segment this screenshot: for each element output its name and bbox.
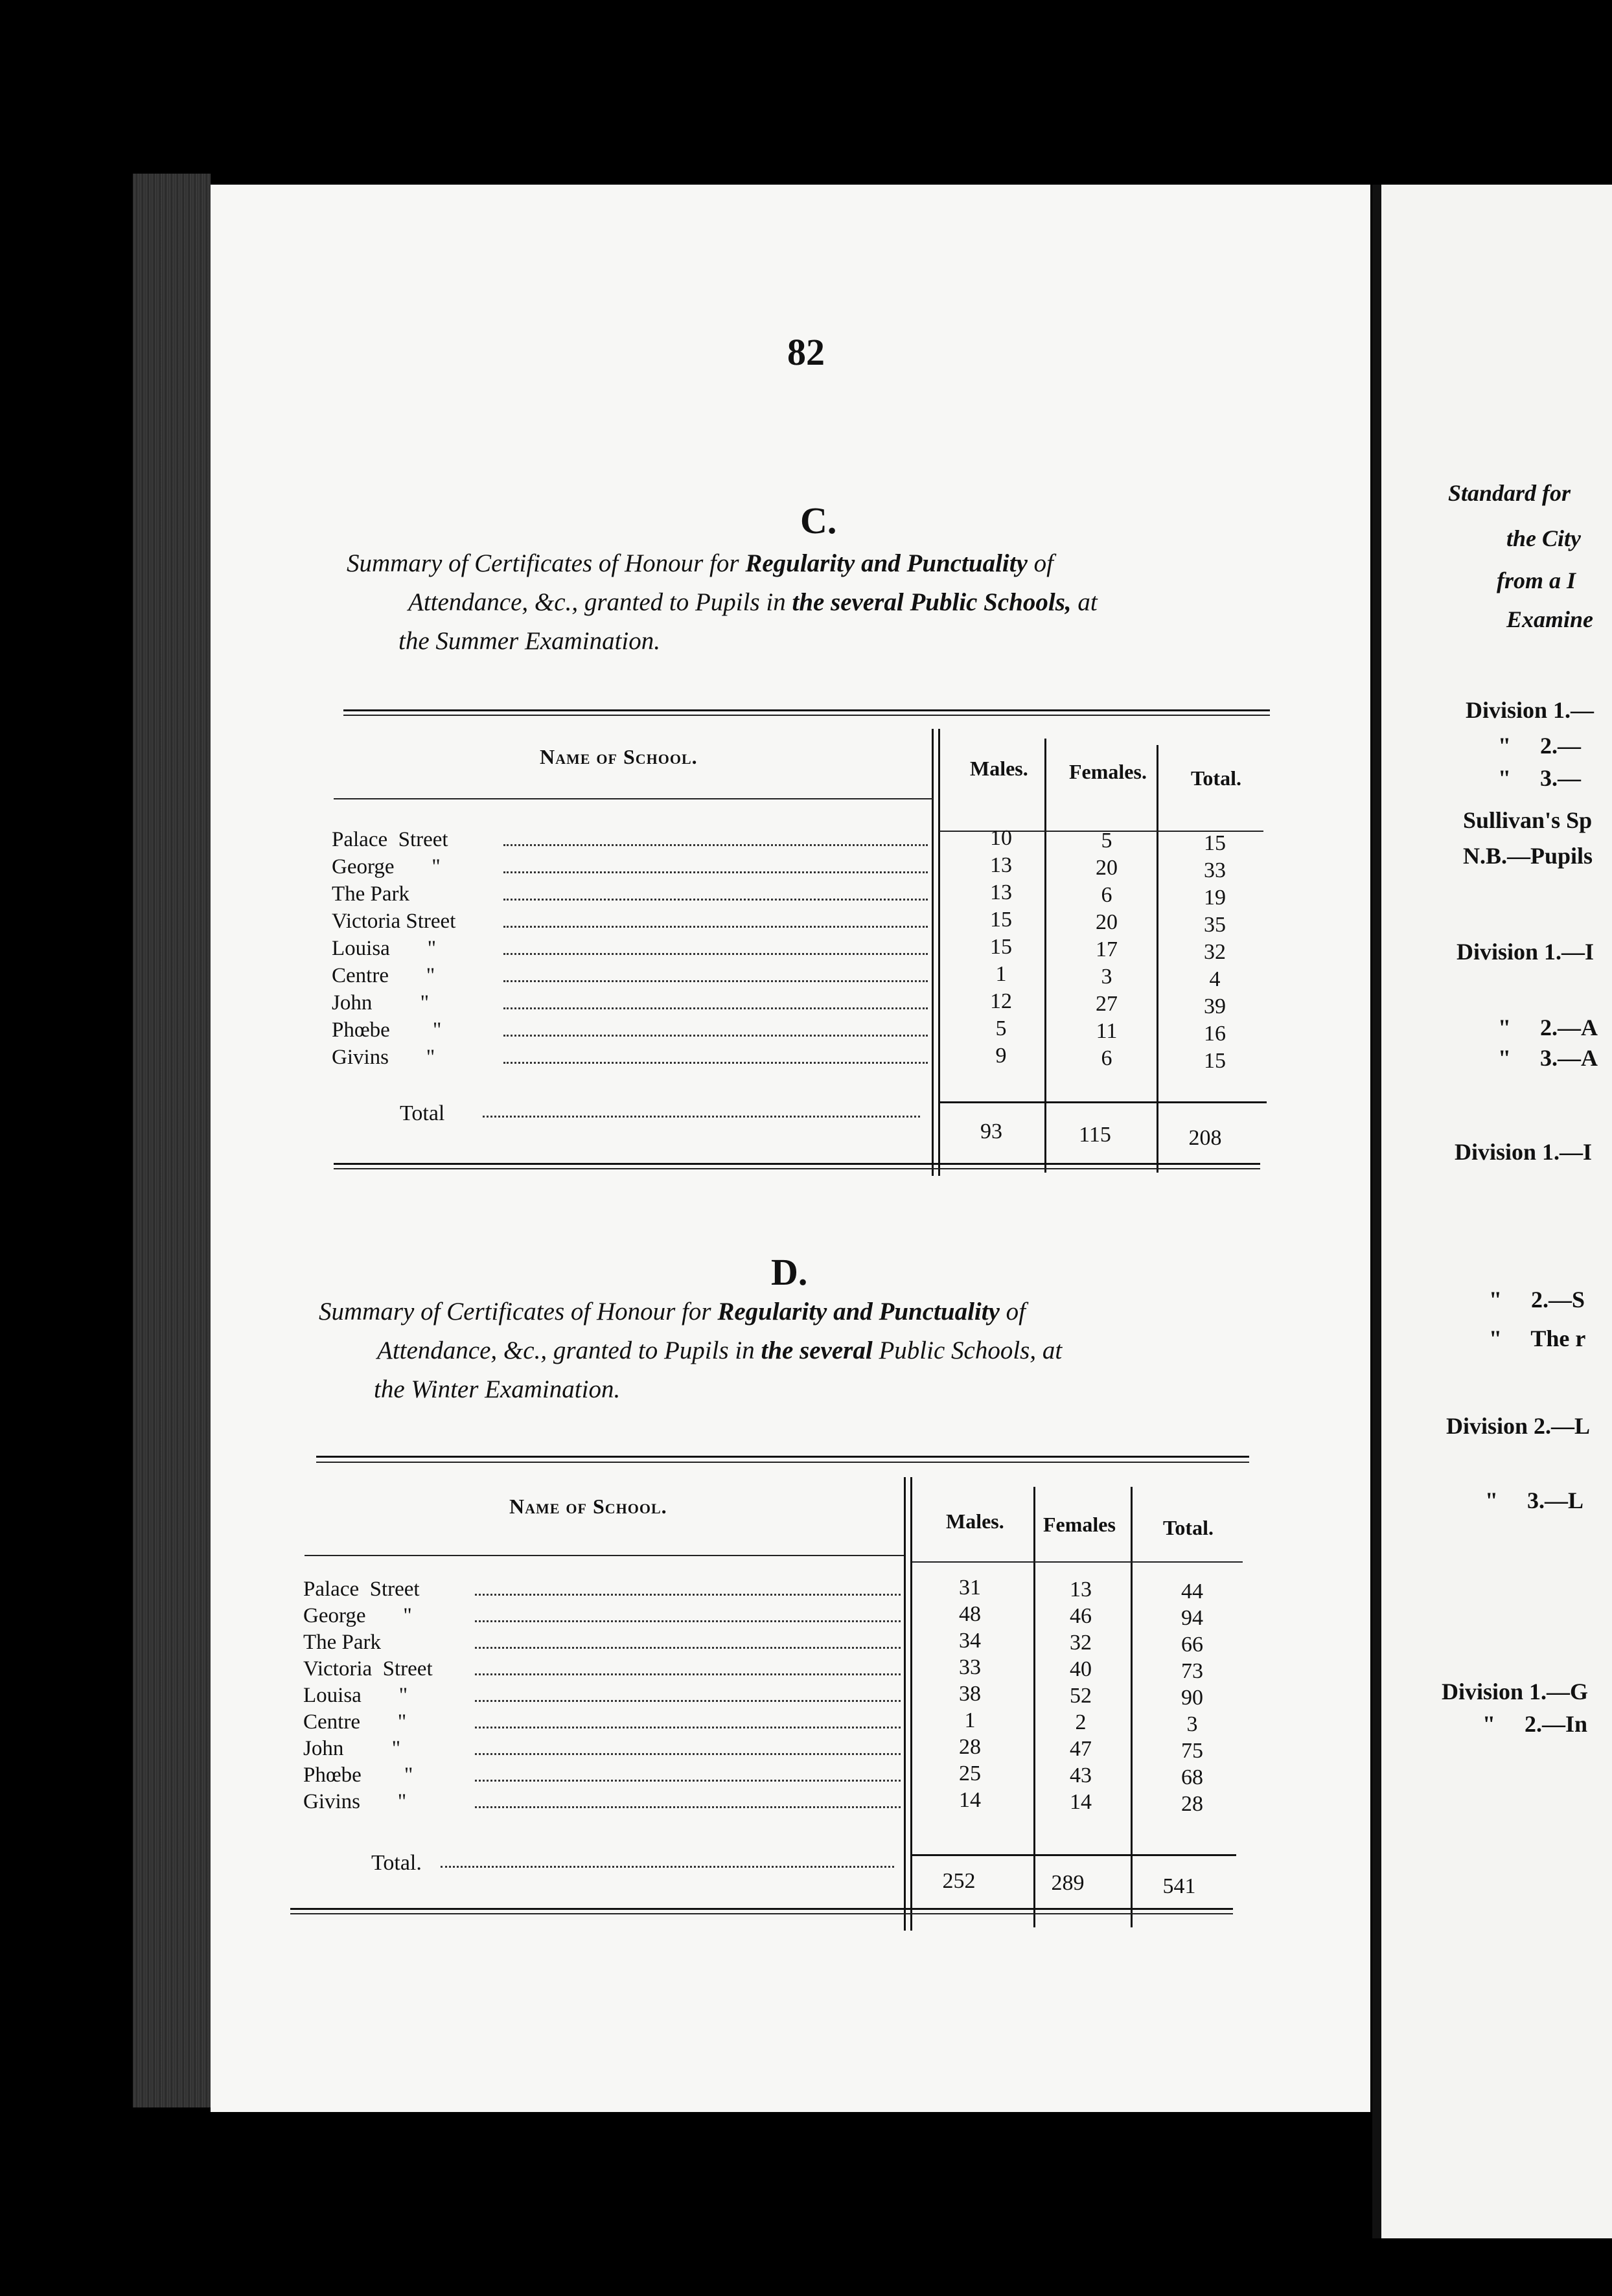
cell-total: 15 xyxy=(1204,1049,1226,1073)
table-d-total-total: 541 xyxy=(1162,1874,1196,1898)
table-d-header-males: Males. xyxy=(946,1510,1004,1533)
cell-total: 33 xyxy=(1204,858,1226,882)
book-spine xyxy=(133,174,211,2107)
right-page-line: Division 2.—L xyxy=(1446,1413,1591,1439)
right-heading-2: the City xyxy=(1506,525,1581,551)
leader-dots xyxy=(475,1576,901,1596)
section-d-letter: D. xyxy=(771,1251,808,1293)
section-d-summary-line2b: the several xyxy=(761,1337,873,1364)
table-d-header-females: Females xyxy=(1043,1513,1116,1536)
section-c-letter: C. xyxy=(800,499,837,542)
school-name: John " xyxy=(303,1737,401,1760)
section-c-summary-line2c: at xyxy=(1077,588,1098,616)
school-name: The Park xyxy=(303,1631,382,1654)
cell-females: 20 xyxy=(1096,910,1118,934)
cell-total: 66 xyxy=(1181,1633,1203,1657)
cell-total: 28 xyxy=(1181,1792,1203,1816)
table-d-top-rule-2 xyxy=(316,1462,1249,1463)
table-c-header-rule xyxy=(334,798,933,799)
cell-females: 40 xyxy=(1070,1657,1092,1681)
table-c-vline-3 xyxy=(1157,745,1158,1173)
table-d-total-dots xyxy=(441,1866,894,1868)
school-name: Givins " xyxy=(303,1790,407,1813)
school-name: The Park xyxy=(332,882,410,906)
school-name: Palace Street xyxy=(332,828,448,851)
cell-total: 73 xyxy=(1181,1659,1203,1683)
cell-females: 13 xyxy=(1070,1578,1092,1601)
table-d-header-rule-2 xyxy=(912,1561,1243,1563)
school-name: Phœbe " xyxy=(332,1018,442,1042)
table-d-total-females: 289 xyxy=(1051,1871,1085,1895)
cell-males: 14 xyxy=(959,1788,981,1812)
table-c-total-rule xyxy=(939,1101,1267,1103)
school-name: Louisa " xyxy=(332,937,437,960)
page-number: 82 xyxy=(787,331,825,373)
table-c-header-females: Females. xyxy=(1069,760,1147,783)
cell-total: 3 xyxy=(1186,1712,1198,1736)
cell-total: 94 xyxy=(1181,1606,1203,1630)
table-c-vline-1b xyxy=(938,729,940,1176)
table-row xyxy=(303,1788,901,1815)
school-name: Centre " xyxy=(303,1710,407,1734)
cell-total: 15 xyxy=(1204,831,1226,855)
right-page-line: Division 1.—I xyxy=(1455,1139,1593,1165)
right-page-line: " 3.— xyxy=(1498,765,1581,791)
table-c-header-males: Males. xyxy=(970,757,1028,780)
section-c-summary-line2a: Attendance, &c., granted to Pupils in xyxy=(408,588,786,616)
school-name: George " xyxy=(303,1604,412,1627)
cell-total: 39 xyxy=(1204,994,1226,1018)
cell-males: 1 xyxy=(995,962,1007,986)
table-d-bottom-rule-2 xyxy=(290,1913,1233,1914)
cell-total: 90 xyxy=(1181,1686,1203,1710)
table-d-bottom-rule xyxy=(290,1908,1233,1910)
leader-dots xyxy=(503,1044,928,1064)
section-c-summary-part2: of xyxy=(1033,549,1054,577)
cell-males: 33 xyxy=(959,1655,981,1679)
leader-dots xyxy=(475,1708,901,1728)
table-row xyxy=(303,1735,901,1762)
cell-males: 13 xyxy=(990,880,1012,904)
table-d-total-males: 252 xyxy=(942,1869,976,1893)
cell-males: 31 xyxy=(959,1576,981,1600)
cell-total: 32 xyxy=(1204,940,1226,964)
cell-males: 38 xyxy=(959,1682,981,1706)
leader-dots xyxy=(503,908,928,928)
cell-males: 1 xyxy=(964,1708,976,1732)
leader-dots xyxy=(503,989,928,1009)
leader-dots xyxy=(475,1788,901,1808)
cell-males: 10 xyxy=(990,826,1012,850)
table-row xyxy=(303,1602,901,1629)
cell-females: 3 xyxy=(1101,965,1112,989)
table-d-header-name: Name of School. xyxy=(509,1495,667,1518)
section-c-summary-bold: Regularity and Punctuality xyxy=(745,549,1028,577)
leader-dots xyxy=(475,1655,901,1675)
leader-dots xyxy=(475,1602,901,1622)
cell-males: 12 xyxy=(990,989,1012,1013)
cell-males: 25 xyxy=(959,1762,981,1785)
section-c-summary xyxy=(347,544,1293,661)
cell-females: 6 xyxy=(1101,883,1112,907)
table-c-vline-1 xyxy=(932,729,934,1176)
leader-dots xyxy=(475,1762,901,1782)
section-d-summary-part1: Summary of Certificates of Honour for xyxy=(319,1298,711,1326)
cell-males: 48 xyxy=(959,1602,981,1626)
cell-total: 16 xyxy=(1204,1022,1226,1046)
right-heading-4: Examine xyxy=(1506,606,1594,632)
school-name: Victoria Street xyxy=(332,910,456,933)
school-name: John " xyxy=(332,991,430,1015)
cell-total: 35 xyxy=(1204,913,1226,937)
section-d-summary-line2a: Attendance, &c., granted to Pupils in xyxy=(377,1337,755,1364)
cell-females: 46 xyxy=(1070,1604,1092,1628)
table-c-top-rule xyxy=(343,709,1270,711)
table-row xyxy=(332,1044,928,1071)
table-c-bottom-rule-2 xyxy=(334,1168,1260,1169)
table-c-vline-2 xyxy=(1044,739,1046,1173)
right-page-line: Division 1.— xyxy=(1466,697,1595,723)
cell-males: 15 xyxy=(990,908,1012,932)
cell-males: 5 xyxy=(995,1016,1007,1040)
cell-females: 6 xyxy=(1101,1046,1112,1070)
school-name: Centre " xyxy=(332,964,435,987)
table-d-total-label: Total. xyxy=(371,1851,422,1875)
table-d-vline-3 xyxy=(1131,1487,1133,1927)
table-row xyxy=(303,1629,901,1656)
table-c-header-total: Total. xyxy=(1191,766,1241,790)
table-row xyxy=(332,1016,928,1044)
table-d-top-rule xyxy=(316,1456,1249,1458)
table-d-vline-1 xyxy=(904,1477,906,1931)
right-page-line: Division 1.—I xyxy=(1457,939,1595,965)
cell-total: 4 xyxy=(1209,967,1221,991)
table-row xyxy=(303,1576,901,1603)
cell-males: 9 xyxy=(995,1044,1007,1068)
cell-females: 20 xyxy=(1096,856,1118,880)
section-d-summary-line2d: at xyxy=(1042,1337,1063,1364)
section-c-summary-line2b: the several Public Schools, xyxy=(792,588,1072,616)
cell-males: 28 xyxy=(959,1735,981,1759)
cell-females: 47 xyxy=(1070,1737,1092,1761)
table-c-top-rule-2 xyxy=(343,715,1270,716)
table-d-vline-1b xyxy=(910,1477,912,1931)
cell-males: 13 xyxy=(990,853,1012,877)
cell-total: 75 xyxy=(1181,1739,1203,1763)
leader-dots xyxy=(475,1735,901,1755)
table-row xyxy=(303,1682,901,1709)
school-name: Victoria Street xyxy=(303,1657,433,1681)
right-page-line: Division 1.—G xyxy=(1442,1679,1589,1705)
leader-dots xyxy=(475,1682,901,1702)
cell-total: 68 xyxy=(1181,1765,1203,1789)
table-row xyxy=(332,935,928,962)
right-page-line: " 2.— xyxy=(1498,733,1581,759)
table-d-header-rule xyxy=(305,1555,904,1556)
school-name: Phœbe " xyxy=(303,1763,413,1787)
cell-total: 44 xyxy=(1181,1579,1203,1603)
leader-dots xyxy=(503,962,928,982)
table-d-total-rule xyxy=(912,1854,1236,1856)
right-page-line: " 3.—L xyxy=(1485,1487,1583,1513)
right-heading-3: from a I xyxy=(1497,568,1576,593)
section-d-summary-part2: of xyxy=(1006,1298,1026,1326)
table-row xyxy=(303,1762,901,1789)
cell-males: 15 xyxy=(990,935,1012,959)
table-row xyxy=(303,1655,901,1682)
table-c-total-label: Total xyxy=(400,1101,445,1125)
leader-dots xyxy=(503,935,928,955)
right-page-line: Sullivan's Sp xyxy=(1463,807,1593,833)
cell-females: 17 xyxy=(1096,937,1118,961)
school-name: Palace Street xyxy=(303,1578,420,1601)
table-row xyxy=(332,989,928,1016)
cell-total: 19 xyxy=(1204,886,1226,910)
table-c-total-total: 208 xyxy=(1188,1126,1222,1150)
cell-females: 27 xyxy=(1096,992,1118,1016)
leader-dots xyxy=(475,1629,901,1649)
table-row xyxy=(332,962,928,989)
table-d-header-total: Total. xyxy=(1163,1516,1214,1539)
cell-males: 34 xyxy=(959,1629,981,1653)
table-c-bottom-rule xyxy=(334,1163,1260,1165)
cell-females: 14 xyxy=(1070,1790,1092,1814)
table-row xyxy=(332,880,928,908)
cell-females: 11 xyxy=(1096,1019,1118,1043)
cell-females: 5 xyxy=(1101,829,1112,853)
right-page-line: " The r xyxy=(1489,1326,1586,1351)
leader-dots xyxy=(503,880,928,901)
table-c-total-males: 93 xyxy=(980,1119,1002,1143)
leader-dots xyxy=(503,826,928,846)
leader-dots xyxy=(503,1016,928,1037)
cell-females: 32 xyxy=(1070,1631,1092,1655)
table-row xyxy=(332,853,928,880)
school-name: Louisa " xyxy=(303,1684,408,1707)
school-name: George " xyxy=(332,855,441,878)
table-d-vline-2 xyxy=(1033,1487,1035,1927)
section-d-summary xyxy=(319,1292,1265,1409)
section-d-summary-line2c: Public Schools, xyxy=(879,1337,1037,1364)
right-heading-1: Standard for xyxy=(1448,480,1571,506)
table-c-header-name: Name of School. xyxy=(540,745,698,768)
cell-females: 52 xyxy=(1070,1684,1092,1708)
section-d-summary-line3: the Winter Examination. xyxy=(374,1375,621,1403)
table-row xyxy=(332,908,928,935)
right-page-line: " 2.—In xyxy=(1482,1711,1588,1737)
table-row xyxy=(332,826,928,853)
table-c-total-females: 115 xyxy=(1079,1123,1111,1147)
section-c-summary-part1: Summary of Certificates of Honour for xyxy=(347,549,739,577)
section-c-summary-line3: the Summer Examination. xyxy=(398,627,661,655)
leader-dots xyxy=(503,853,928,873)
school-name: Givins " xyxy=(332,1046,435,1069)
right-page-line: " 3.—A xyxy=(1498,1045,1598,1071)
table-row xyxy=(303,1708,901,1736)
right-page-line: " 2.—A xyxy=(1498,1015,1598,1040)
table-c-total-dots xyxy=(483,1116,920,1118)
section-d-summary-bold: Regularity and Punctuality xyxy=(717,1298,1000,1326)
cell-females: 43 xyxy=(1070,1763,1092,1787)
right-page-line: " 2.—S xyxy=(1489,1287,1585,1313)
cell-females: 2 xyxy=(1075,1710,1087,1734)
right-page-line: N.B.—Pupils xyxy=(1463,843,1593,869)
